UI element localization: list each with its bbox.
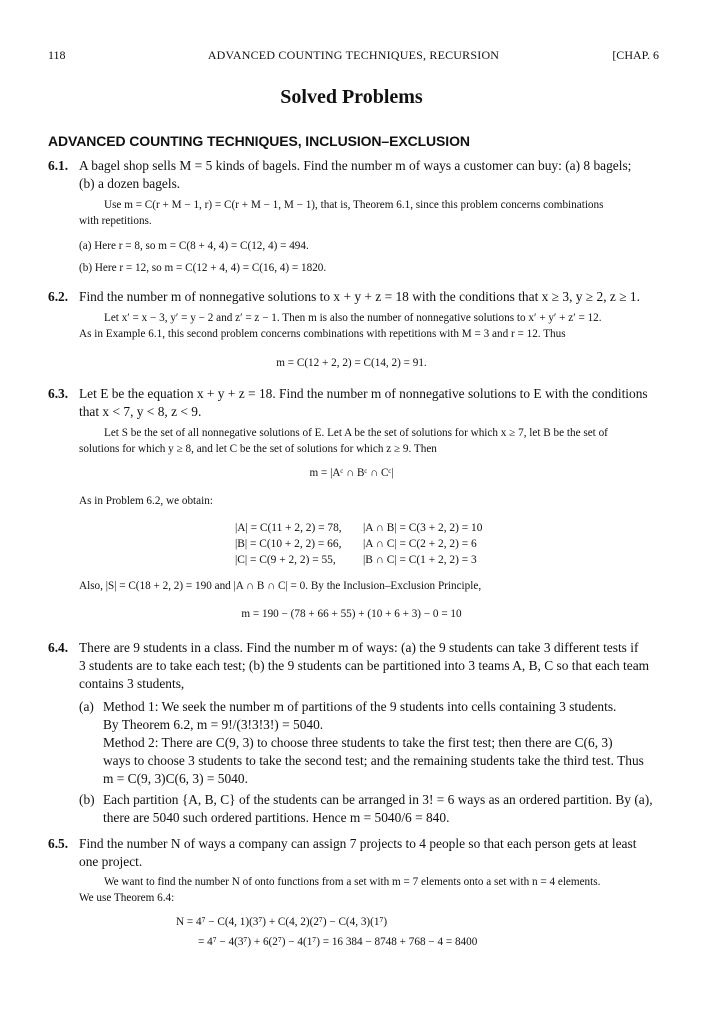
problem-number: 6.2. xyxy=(48,289,69,304)
part-label: (b) xyxy=(79,792,95,807)
table-cell: |C| = C(9 + 2, 2) = 55, xyxy=(235,554,336,566)
solution-line: As in Example 6.1, this second problem concerns combinations with repetitions with M = 3 and r = 12. Thus xyxy=(79,328,566,340)
section-heading: ADVANCED COUNTING TECHNIQUES, INCLUSION–EXCLUSION xyxy=(48,133,470,149)
answer-line: m = C(9, 3)C(6, 3) = 5040. xyxy=(103,771,248,786)
problem-number: 6.4. xyxy=(48,640,69,655)
solution-part-a: (a) Here r = 8, so m = C(8 + 4, 4) = C(12, 4) = 494. xyxy=(79,240,309,252)
question-line: (b) a dozen bagels. xyxy=(79,176,181,191)
table-cell: |A ∩ B| = C(3 + 2, 2) = 10 xyxy=(363,522,483,534)
problem-number: 6.3. xyxy=(48,386,69,401)
solution-line: solutions for which y ≥ 8, and let C be the set of solutions for which z ≥ 9. Then xyxy=(79,443,437,455)
display-equation: N = 4⁷ − C(4, 1)(3⁷) + C(4, 2)(2⁷) − C(4, 3)(1⁷) xyxy=(176,916,388,928)
problem-number: 6.1. xyxy=(48,158,69,173)
display-equation: = 4⁷ − 4(3⁷) + 6(2⁷) − 4(1⁷) = 16 384 − 8748 + 768 − 4 = 8400 xyxy=(198,936,478,948)
table-cell: |A| = C(11 + 2, 2) = 78, xyxy=(235,522,342,534)
solution-line: As in Problem 6.2, we obtain: xyxy=(79,495,213,507)
solution-line: Also, |S| = C(18 + 2, 2) = 190 and |A ∩ B ∩ C| = 0. By the Inclusion–Exclusion Principle, xyxy=(79,580,482,592)
answer-line: Each partition {A, B, C} of the students can be arranged in 3! = 6 ways as an ordered partition. By (a), xyxy=(103,792,653,807)
answer-line: there are 5040 such ordered partitions. Hence m = 5040/6 = 840. xyxy=(103,810,450,825)
solution-line: We want to find the number N of onto functions from a set with m = 7 elements onto a set with n = 4 elements. xyxy=(104,876,601,888)
answer-line: By Theorem 6.2, m = 9!/(3!3!3!) = 5040. xyxy=(103,717,324,732)
running-title: ADVANCED COUNTING TECHNIQUES, RECURSION xyxy=(207,48,500,62)
page-number: 118 xyxy=(48,48,66,62)
question-line: There are 9 students in a class. Find the number m of ways: (a) the 9 students can take 3 different tests if xyxy=(79,640,639,655)
table-cell: |A ∩ C| = C(2 + 2, 2) = 6 xyxy=(363,538,477,550)
table-cell: |B ∩ C| = C(1 + 2, 2) = 3 xyxy=(363,554,477,566)
running-head xyxy=(48,48,659,64)
chapter-label: [CHAP. 6 xyxy=(612,48,659,62)
answer-line: Method 1: We seek the number m of partitions of the 9 students into cells containing 3 students. xyxy=(103,699,617,714)
solution-line: with repetitions. xyxy=(79,215,152,227)
solution-line: Use m = C(r + M − 1, r) = C(r + M − 1, M − 1), that is, Theorem 6.1, since this problem concerns combinations xyxy=(104,199,604,211)
display-equation: m = 190 − (78 + 66 + 55) + (10 + 6 + 3) − 0 = 10 xyxy=(241,608,462,620)
page-title: Solved Problems xyxy=(280,86,423,108)
question-line: 3 students are to take each test; (b) the 9 students can be partitioned into 3 teams A, B, C so that each team xyxy=(79,658,650,673)
display-equation: m = C(12 + 2, 2) = C(14, 2) = 91. xyxy=(276,357,427,369)
answer-line: ways to choose 3 students to take the second test; and the remaining students take the third test. Thus xyxy=(103,753,644,768)
question-line: Find the number m of nonnegative solutions to x + y + z = 18 with the conditions that x ≥ 3, y ≥ 2, z ≥ 1. xyxy=(79,289,640,304)
question-line: contains 3 students, xyxy=(79,676,185,691)
display-equation: m = |Aᶜ ∩ Bᶜ ∩ Cᶜ| xyxy=(309,467,394,479)
solution-line: We use Theorem 6.4: xyxy=(79,892,175,904)
question-line: one project. xyxy=(79,854,143,869)
solution-line: Let S be the set of all nonnegative solutions of E. Let A be the set of solutions for which x ≥ 7, let B be the set of xyxy=(104,427,608,439)
question-line: Let E be the equation x + y + z = 18. Find the number m of nonnegative solutions to E with the conditions xyxy=(79,386,648,401)
answer-line: Method 2: There are C(9, 3) to choose three students to take the first test; then there are C(6, 3) xyxy=(103,735,613,750)
cardinality-table xyxy=(235,522,515,572)
problem-number: 6.5. xyxy=(48,836,69,851)
solution-part-b: (b) Here r = 12, so m = C(12 + 4, 4) = C(16, 4) = 1820. xyxy=(79,262,327,274)
solution-line: Let x′ = x − 3, y′ = y − 2 and z′ = z − 1. Then m is also the number of nonnegative solutions to x′ + y′ + z′ = 12. xyxy=(104,312,602,324)
question-line: A bagel shop sells M = 5 kinds of bagels. Find the number m of ways a customer can buy: (a) 8 bagels; xyxy=(79,158,632,173)
part-label: (a) xyxy=(79,699,94,714)
question-line: that x < 7, y < 8, z < 9. xyxy=(79,404,202,419)
table-cell: |B| = C(10 + 2, 2) = 66, xyxy=(235,538,342,550)
question-line: Find the number N of ways a company can assign 7 projects to 4 people so that each person gets at least xyxy=(79,836,637,851)
